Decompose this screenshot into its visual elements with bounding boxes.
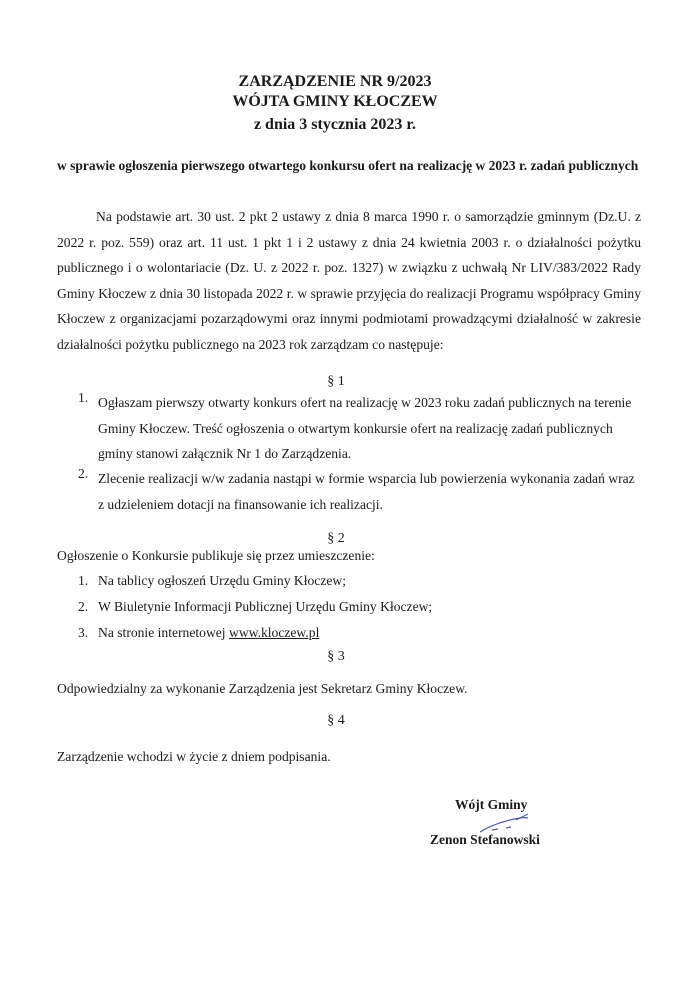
list-item-number: 1.	[78, 390, 89, 405]
list-item-number: 2.	[78, 466, 89, 481]
website-link[interactable]: www.kloczew.pl	[229, 625, 320, 640]
section-2-heading: § 2	[327, 531, 345, 546]
section-4-heading: § 4	[327, 713, 345, 728]
section-2-intro: Ogłoszenie o Konkursie publikuje się przez umieszczenie:	[57, 548, 375, 563]
list-item-number: 3.	[78, 625, 89, 640]
section-1-heading: § 1	[327, 374, 345, 389]
signatory-name: Zenon Stefanowski	[430, 832, 540, 847]
section-2-item-2: W Biuletynie Informacji Publicznej Urzędu Gminy Kłoczew;	[98, 599, 433, 614]
list-item-number: 2.	[78, 599, 89, 614]
section-4-text: Zarządzenie wchodzi w życie z dniem podpisania.	[57, 749, 331, 764]
item-text: Na stronie internetowej	[98, 625, 229, 640]
document-title: ZARZĄDZENIE NR 9/2023	[238, 73, 432, 90]
section-3-text: Odpowiedzialny za wykonanie Zarządzenia jest Sekretarz Gminy Kłoczew.	[57, 681, 468, 696]
issuer-title: WÓJTA GMINY KŁOCZEW	[232, 93, 438, 110]
preamble-paragraph: Na podstawie art. 30 ust. 2 pkt 2 ustawy z dnia 8 marca 1990 r. o samorządzie gminnym (Dz.U. z 2022 r. poz. 559) oraz art. 11 ust. 1 pkt 1 i 2 ustawy z dnia 24 kwietnia 2003 r. o działalności pożytku publicznego i o wolontariacie (Dz. U. z 2022 r. poz. 1327) w związku z uchwałą Nr LIV/383/2022 Rady Gminy Kłoczew z dnia 30 listopada 2022 r. w sprawie przyjęcia do realizacji Programu współpracy Gminy Kłoczew z organizacjami pozarządowymi oraz innymi podmiotami prowadzącymi działalność w zakresie działalności pożytku publicznego na 2023 rok zarządzam co następuje:	[57, 209, 641, 352]
section-2-item-3	[98, 625, 319, 641]
section-1-item-1: Ogłaszam pierwszy otwarty konkurs ofert na realizację w 2023 roku zadań publicznych na terenie Gminy Kłoczew. Treść ogłoszenia o otwartym konkursie ofert na realizację zadań publicznych gminy stanowi załącznik Nr 1 do Zarządzenia.	[98, 395, 632, 461]
section-3-heading: § 3	[327, 649, 345, 664]
list-item-number: 1.	[78, 573, 89, 588]
section-1-item-2: Zlecenie realizacji w/w zadania nastąpi w formie wsparcia lub powierzenia wykonania zadań wraz z udzieleniem dotacji na finansowanie ich realizacji.	[98, 471, 635, 512]
document-subject: w sprawie ogłoszenia pierwszego otwartego konkursu ofert na realizację w 2023 r. zadań publicznych	[57, 158, 639, 173]
section-2-item-1: Na tablicy ogłoszeń Urzędu Gminy Kłoczew;	[98, 573, 347, 588]
signatory-role: Wójt Gminy	[455, 797, 528, 812]
document-date: z dnia 3 stycznia 2023 r.	[253, 116, 417, 133]
